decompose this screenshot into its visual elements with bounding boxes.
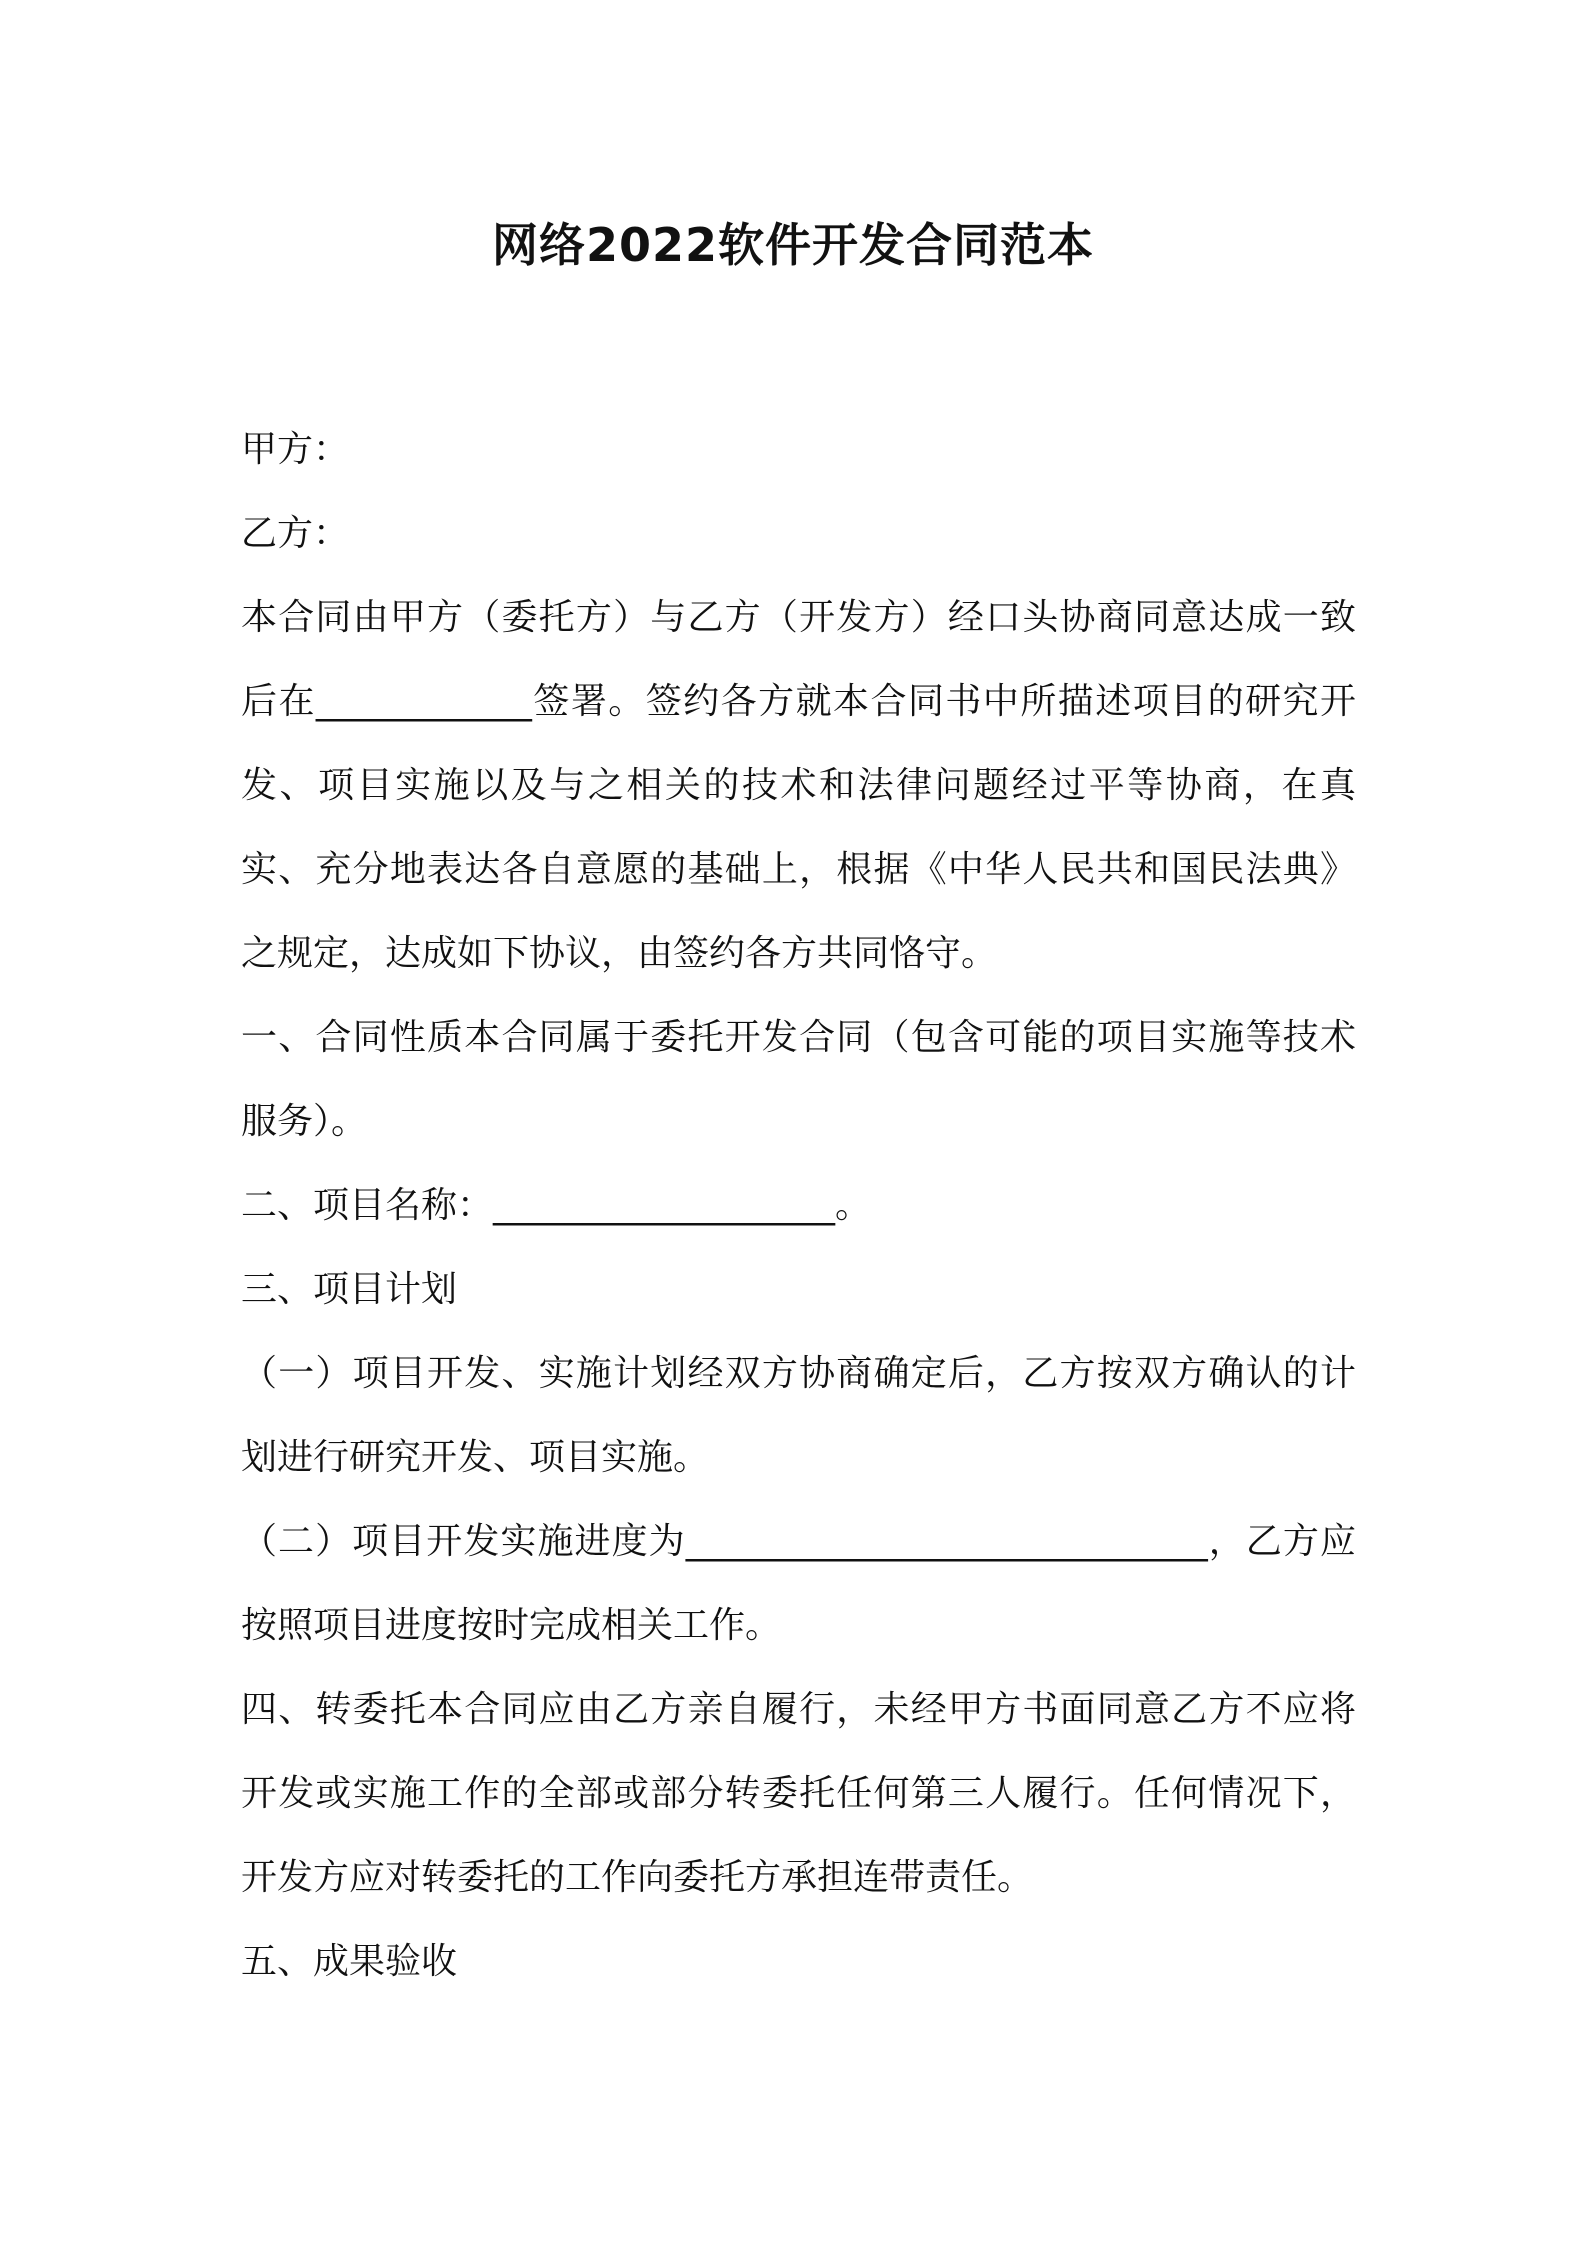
clause-2-paragraph: 二、项目名称：___________________。 bbox=[241, 1185, 872, 1226]
preamble-paragraph: 本合同由甲方（委托方）与乙方（开发方）经口头协商同意达成一致后在____________签署。签约各方就本合同书中所描述项目的研究开发、项目实施以及与之相关的技术和法律问题经过平等协商，在真实、充分地表达各自意愿的基础上，根据《中华人民共和国民法典》之规定，达成如下协议，由签约各方共同恪守。 bbox=[241, 597, 1356, 974]
clause-1-paragraph: 一、合同性质本合同属于委托开发合同（包含可能的项目实施等技术服务）。 bbox=[241, 1017, 1356, 1142]
document-body bbox=[241, 408, 1356, 2004]
party-b-line: 乙方： bbox=[241, 513, 350, 554]
document-title: 网络2022软件开发合同范本 bbox=[491, 218, 1095, 272]
clause-3-item-2: （二）项目开发实施进度为_____________________________，乙方应按照项目进度按时完成相关工作。 bbox=[241, 1521, 1356, 1646]
clause-4-paragraph: 四、转委托本合同应由乙方亲自履行，未经甲方书面同意乙方不应将开发或实施工作的全部或部分转委托任何第三人履行。任何情况下，开发方应对转委托的工作向委托方承担连带责任。 bbox=[241, 1689, 1356, 1898]
party-a-line: 甲方： bbox=[241, 429, 350, 470]
clause-3-heading: 三、项目计划 bbox=[241, 1269, 458, 1310]
clause-3-item-1: （一）项目开发、实施计划经双方协商确定后，乙方按双方确认的计划进行研究开发、项目实施。 bbox=[241, 1353, 1356, 1478]
clause-5-heading: 五、成果验收 bbox=[241, 1941, 458, 1982]
